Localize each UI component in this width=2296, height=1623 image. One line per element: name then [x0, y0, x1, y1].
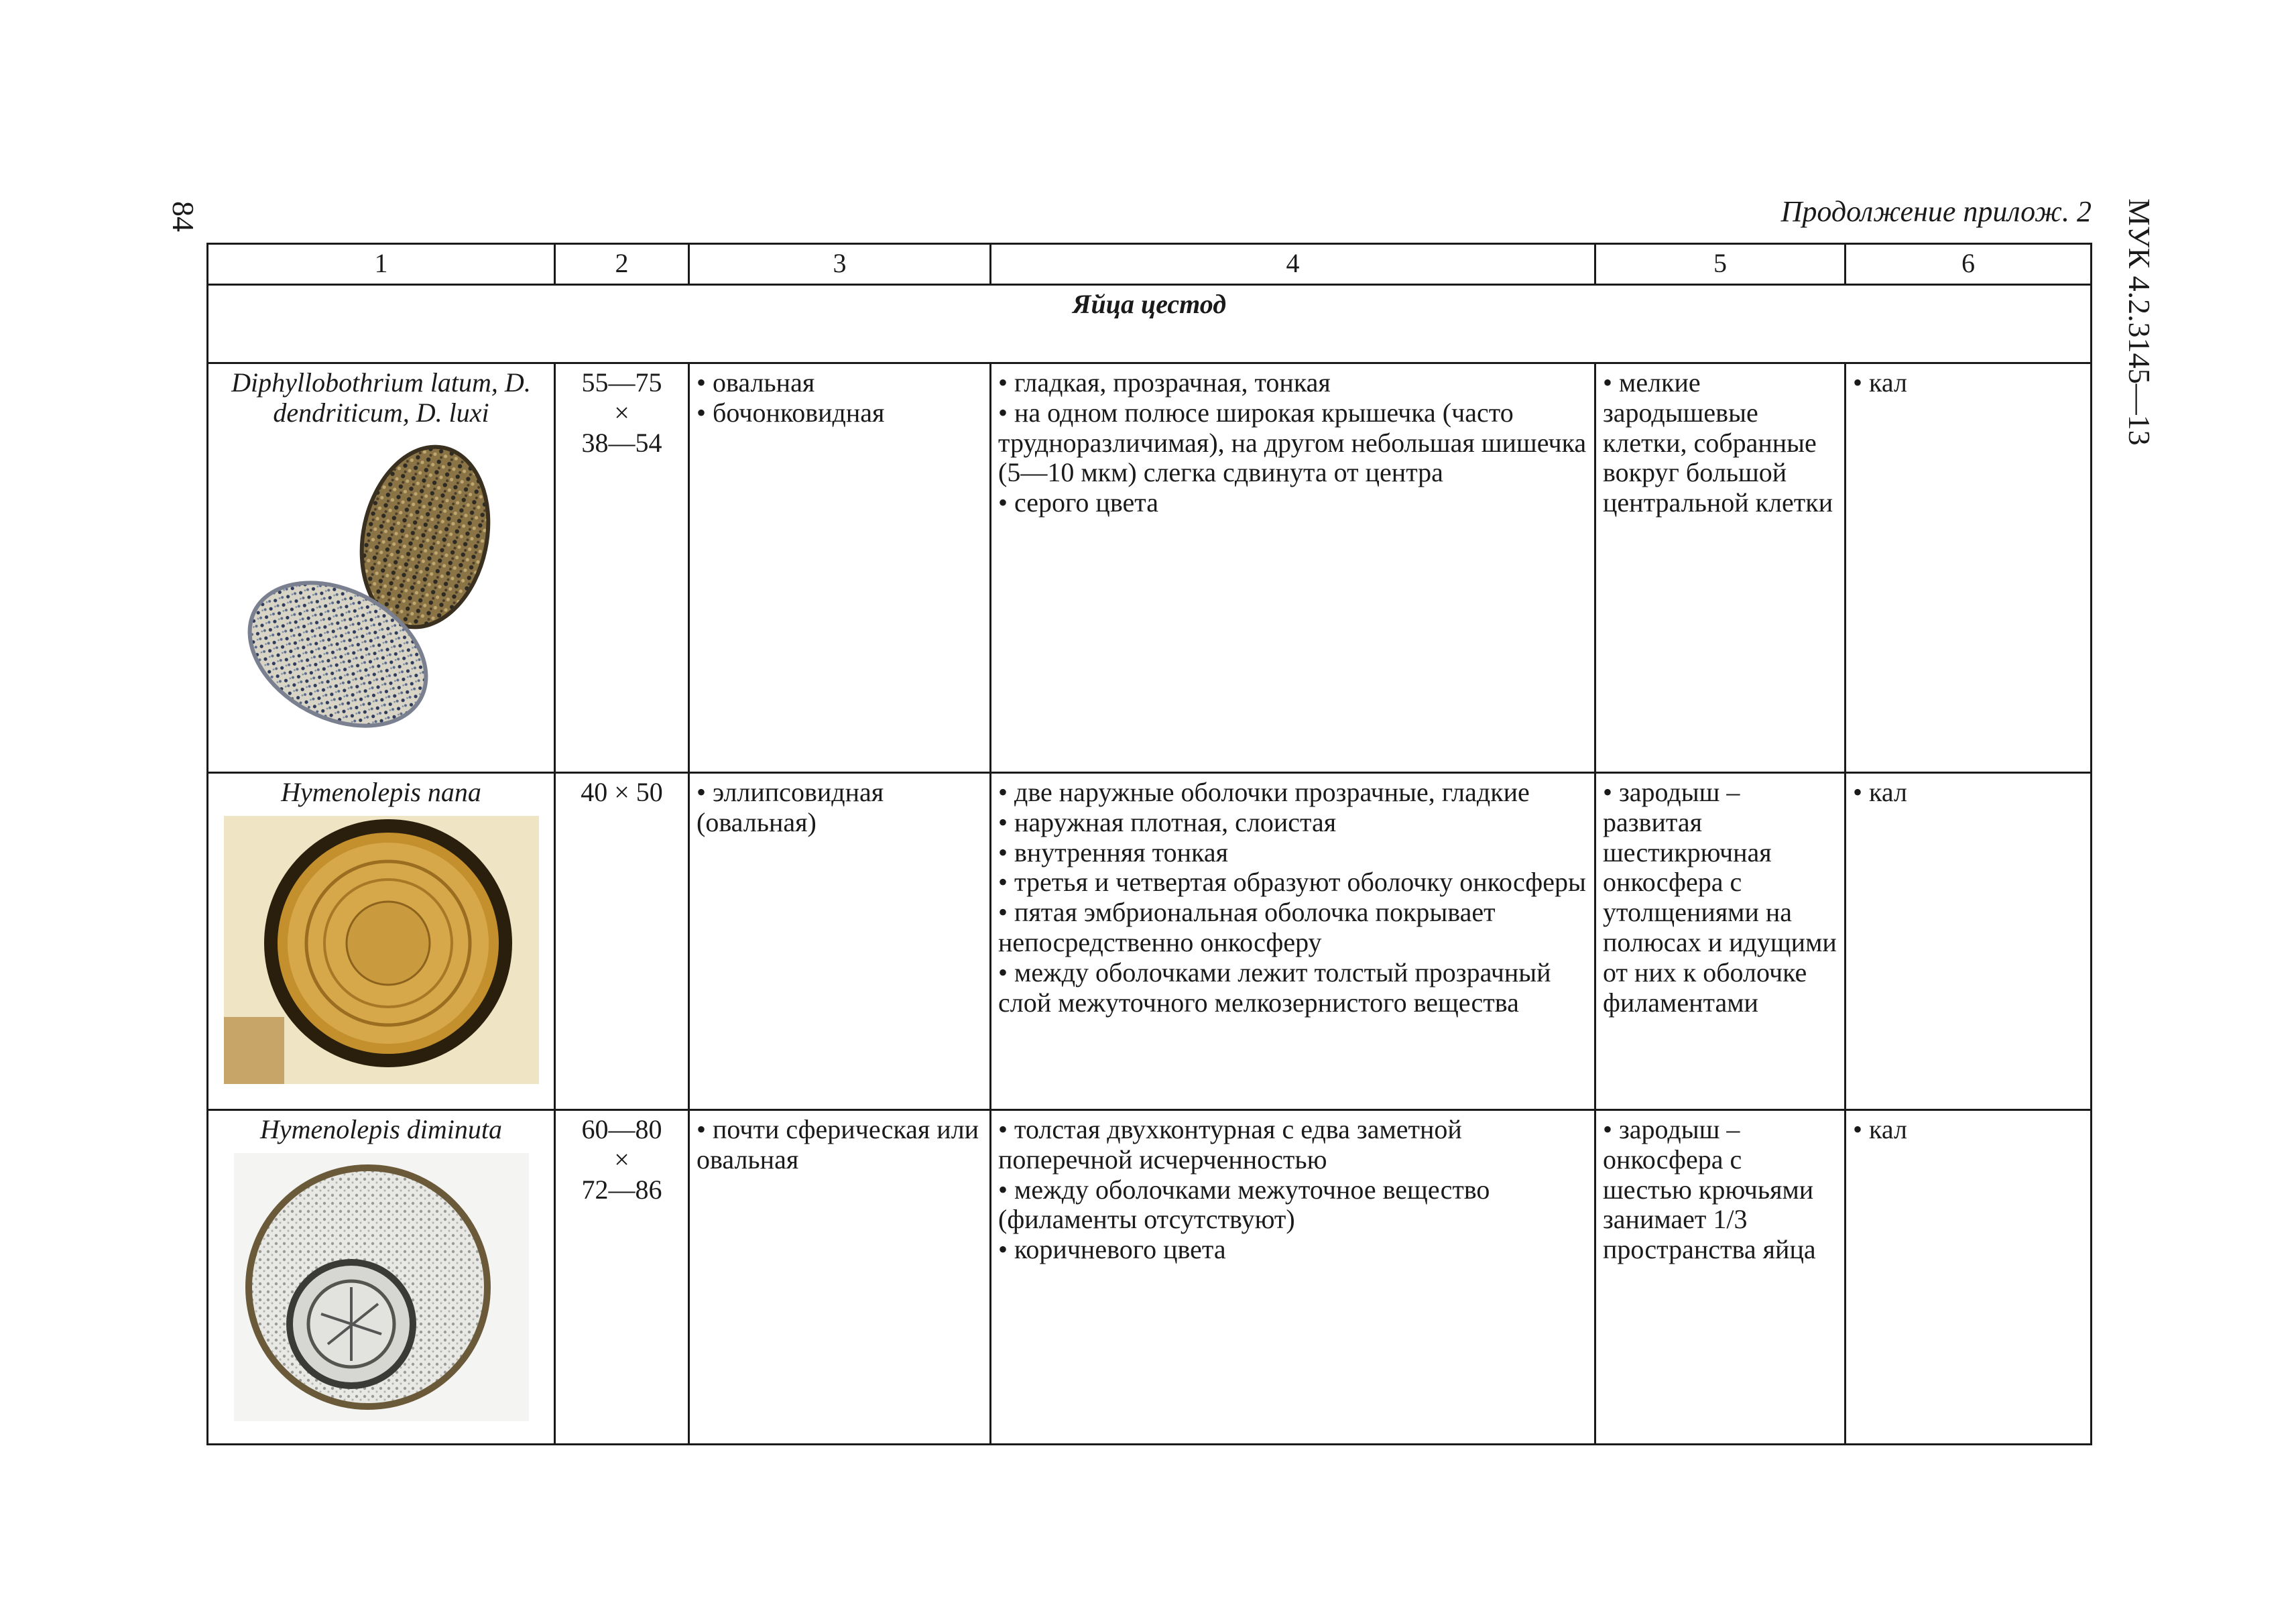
table-row — [208, 363, 2092, 773]
shell-cell — [991, 773, 1595, 1110]
shell-item: • две наружные оболочки прозрачные, гладкие — [998, 777, 1530, 807]
column-number: 5 — [1595, 244, 1846, 285]
shell-item: • пятая эмбриональная оболочка покрывает непосредственно онкосферу — [998, 897, 1496, 957]
shell-item: • на одном полюсе широкая крышечка (часто трудноразличимая), на другом небольшая шишечка (5—10 мкм) слегка сдвинута от центра — [998, 397, 1587, 488]
material-cell: • кал — [1846, 1110, 2092, 1445]
contents-cell: • зародыш – развитая шестикрючная онкосфера с утолщениями на полюсах и идущими от них к оболочке филаментами — [1595, 773, 1846, 1110]
hymenolepis-nana-egg-micrograph — [224, 816, 539, 1084]
shape-cell — [689, 773, 991, 1110]
species-cell — [208, 773, 555, 1110]
shell-item: • третья и четвертая образуют оболочку онкосферы — [998, 867, 1586, 898]
contents-cell: • зародыш – онкосфера с шестью крючьями занимает 1/3 пространства яйца — [1595, 1110, 1846, 1445]
parasite-eggs-table — [206, 243, 2092, 1445]
size-cell — [555, 773, 689, 1110]
shape-item: • бочонковидная — [697, 397, 885, 428]
size-value: × — [614, 1144, 629, 1175]
diphyllobothrium-eggs-micrograph — [227, 436, 536, 752]
size-value: 40 × 50 — [581, 777, 663, 807]
shell-item: • толстая двухконтурная с едва заметной поперечной исчерченностью — [998, 1114, 1462, 1175]
column-number: 4 — [991, 244, 1595, 285]
continuation-label: Продолжение прилож. 2 — [1780, 195, 2092, 228]
column-number: 1 — [208, 244, 555, 285]
material-cell: • кал — [1846, 363, 2092, 773]
shape-cell — [689, 363, 991, 773]
species-name: Hymenolepis nana — [281, 777, 481, 807]
shape-item: • овальная — [697, 367, 815, 398]
shape-cell — [689, 1110, 991, 1445]
size-value: × — [614, 397, 629, 428]
table-row — [208, 1110, 2092, 1445]
size-value: 60—80 — [581, 1114, 662, 1144]
shell-item: • коричневого цвета — [998, 1234, 1226, 1265]
section-title: Яйца цестод — [208, 285, 2092, 363]
shape-item: • эллипсовидная (овальная) — [697, 777, 884, 837]
material-cell: • кал — [1846, 773, 2092, 1110]
shell-cell — [991, 1110, 1595, 1445]
species-cell — [208, 1110, 555, 1445]
size-cell — [555, 363, 689, 773]
species-cell — [208, 363, 555, 773]
shape-item: • почти сферическая или овальная — [697, 1114, 979, 1175]
species-name: Hymenolepis diminuta — [259, 1114, 503, 1144]
size-cell — [555, 1110, 689, 1445]
size-value: 38—54 — [581, 427, 662, 458]
shell-item: • между оболочками межуточное вещество (филаменты отсутствуют) — [998, 1174, 1490, 1235]
column-number-row — [208, 244, 2092, 285]
shell-cell — [991, 363, 1595, 773]
contents-cell: • мелкие зародышевые клетки, собранные вокруг большой центральной клетки — [1595, 363, 1846, 773]
document-code: МУК 4.2.3145—13 — [2122, 198, 2157, 446]
table-row — [208, 773, 2092, 1110]
section-header-row — [208, 285, 2092, 363]
size-value: 55—75 — [581, 367, 662, 398]
hymenolepis-diminuta-egg-micrograph — [234, 1153, 529, 1421]
shell-item: • гладкая, прозрачная, тонкая — [998, 367, 1331, 398]
shell-item: • внутренняя тонкая — [998, 837, 1228, 867]
shell-item: • между оболочками лежит толстый прозрачный слой межуточного мелкозернистого вещества — [998, 957, 1551, 1018]
size-value: 72—86 — [581, 1174, 662, 1205]
shell-item: • наружная плотная, слоистая — [998, 806, 1337, 837]
column-number: 3 — [689, 244, 991, 285]
page-number: 84 — [166, 201, 200, 232]
column-number: 6 — [1846, 244, 2092, 285]
species-name: Diphyllobothrium latum, D. dendriticum, D. luxi — [231, 367, 531, 428]
column-number: 2 — [555, 244, 689, 285]
shell-item: • серого цвета — [998, 487, 1158, 518]
